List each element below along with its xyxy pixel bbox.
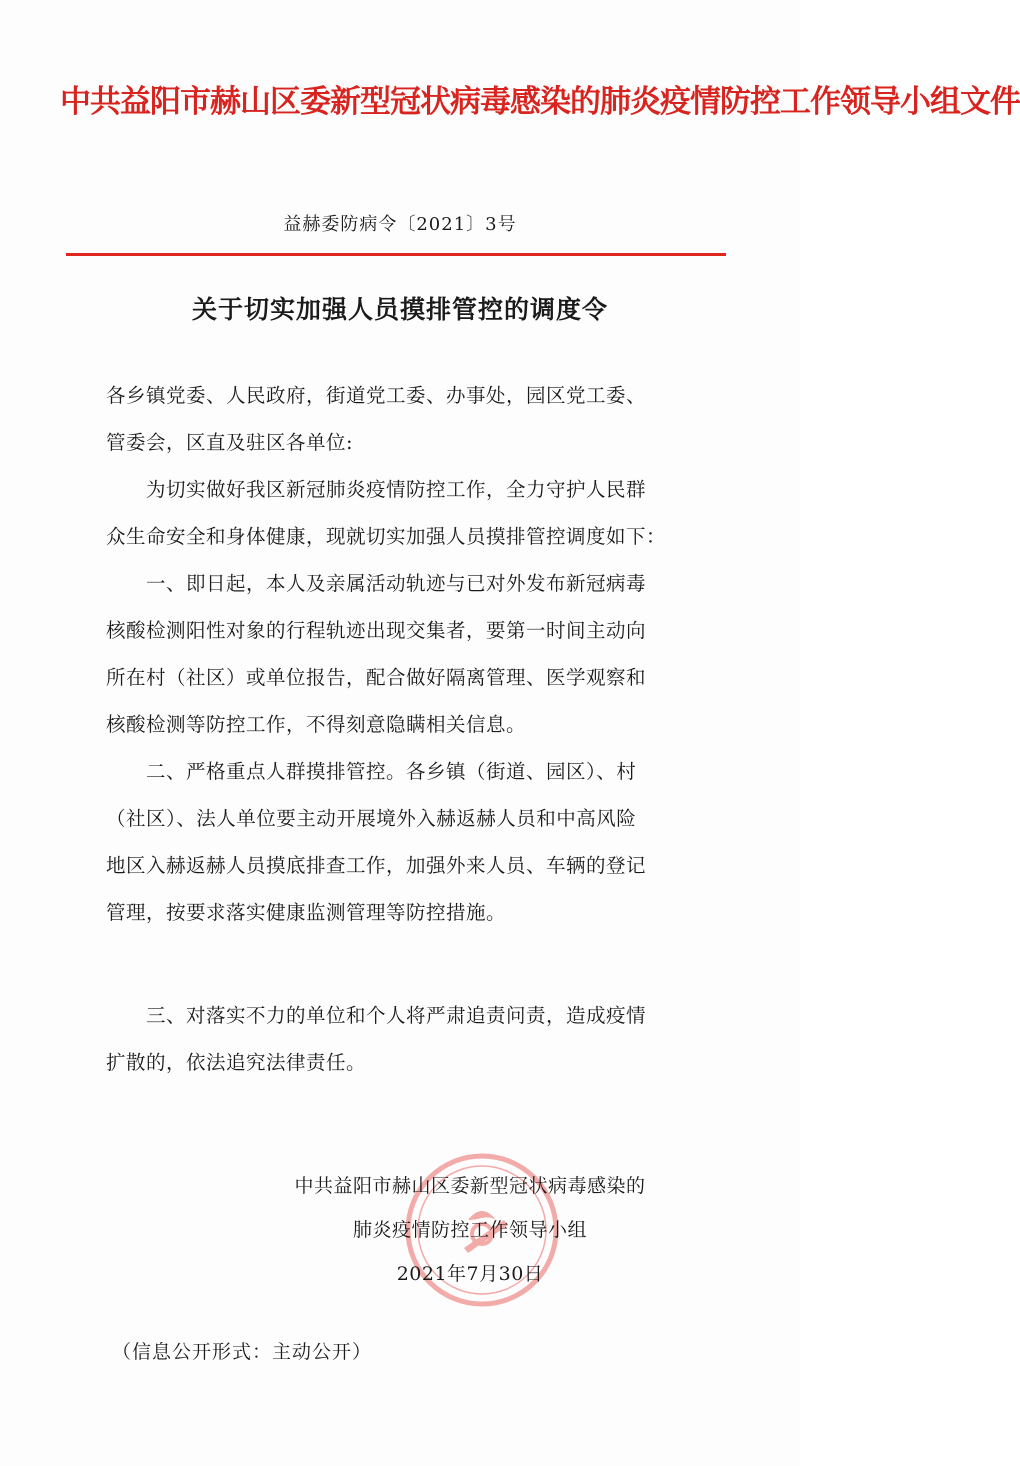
item-two-line: 二、严格重点人群摸排管控。各乡镇（街道、园区）、村 xyxy=(146,760,637,783)
signature-date: 2021年7月30日 xyxy=(396,1263,544,1285)
item-one-line: 一、即日起，本人及亲属活动轨迹与已对外发布新冠病毒 xyxy=(146,572,647,595)
signature-org-line: 中共益阳市赫山区委新型冠状病毒感染的 xyxy=(294,1175,646,1197)
red-divider-line xyxy=(66,253,726,256)
issuer-header: 中共益阳市赫山区委新型冠状病毒感染的肺炎疫情防控工作领导小组文件 xyxy=(60,84,1020,120)
document-body-continued xyxy=(106,992,706,1086)
item-one-line: 所在村（社区）或单位报告，配合做好隔离管理、医学观察和 xyxy=(106,666,647,689)
signature-org-line: 肺炎疫情防控工作领导小组 xyxy=(352,1219,587,1241)
item-two-line: 管理，按要求落实健康监测管理等防控措施。 xyxy=(106,901,507,924)
signature-block xyxy=(230,1164,710,1296)
document-title: 关于切实加强人员摸排管控的调度令 xyxy=(191,295,608,324)
disclosure-note: （信息公开形式：主动公开） xyxy=(112,1341,373,1363)
item-two-line: （社区）、法人单位要主动开展境外入赫返赫人员和中高风险 xyxy=(106,807,637,830)
intro-line: 为切实做好我区新冠肺炎疫情防控工作，全力守护人民群 xyxy=(146,478,647,501)
item-two-line: 地区入赫返赫人员摸底排查工作，加强外来人员、车辆的登记 xyxy=(106,854,647,877)
document-body xyxy=(106,372,706,936)
item-one-line: 核酸检测等防控工作，不得刻意隐瞒相关信息。 xyxy=(106,713,527,736)
addressee-line: 各乡镇党委、人民政府，街道党工委、办事处，园区党工委、 xyxy=(106,384,647,407)
document-number: 益赫委防病令〔2021〕3号 xyxy=(283,214,517,235)
intro-line: 众生命安全和身体健康，现就切实加强人员摸排管控调度如下： xyxy=(106,525,667,548)
item-three-line: 三、对落实不力的单位和个人将严肃追责问责，造成疫情 xyxy=(146,1004,647,1027)
item-three-line: 扩散的，依法追究法律责任。 xyxy=(106,1051,367,1074)
addressee-line: 管委会，区直及驻区各单位: xyxy=(106,431,354,454)
item-one-line: 核酸检测阳性对象的行程轨迹出现交集者，要第一时间主动向 xyxy=(106,619,647,642)
